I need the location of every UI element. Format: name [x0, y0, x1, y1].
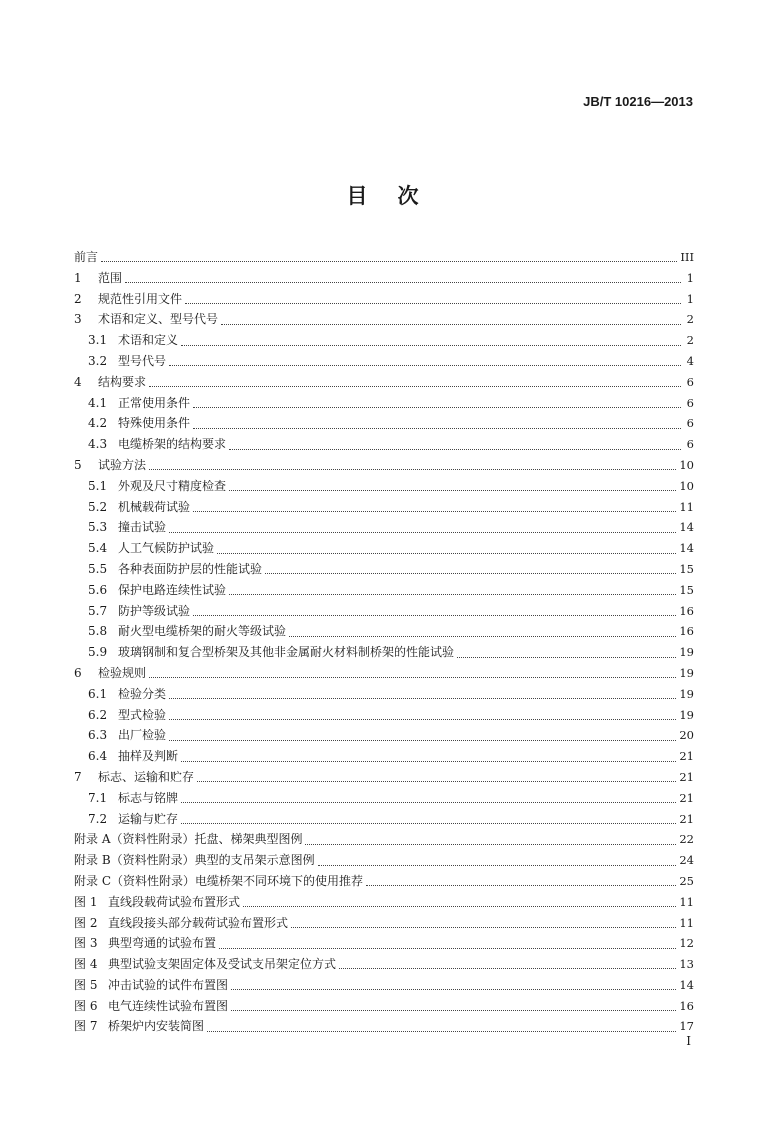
table-of-contents: [74, 247, 694, 1037]
toc-entry-title: 运输与贮存: [118, 811, 179, 826]
toc-entry-page: 19: [679, 645, 694, 660]
toc-dot-leader: [181, 822, 676, 824]
toc-dot-leader: [231, 1009, 676, 1011]
toc-dot-leader: [169, 718, 676, 720]
toc-dot-leader: [193, 614, 676, 616]
toc-entry[interactable]: [74, 330, 694, 351]
toc-entry-page: 11: [679, 915, 694, 930]
toc-entry-page: 14: [679, 977, 694, 992]
toc-entry-title: 出厂检验: [118, 728, 167, 743]
toc-dot-leader: [193, 406, 681, 408]
toc-dot-leader: [231, 988, 676, 990]
toc-entry-page: 20: [679, 728, 694, 743]
toc-entry-number: 4.2: [88, 416, 108, 431]
toc-entry[interactable]: [74, 393, 694, 414]
toc-entry-page: 11: [679, 894, 694, 909]
toc-entry-number: 4: [74, 374, 82, 389]
toc-dot-leader: [169, 739, 676, 741]
toc-entry-number: 图 1: [74, 894, 98, 909]
toc-entry-page: 6: [686, 374, 694, 389]
toc-entry-page: 17: [679, 1019, 694, 1034]
toc-entry-title: 耐火型电缆桥架的耐火等级试验: [118, 624, 287, 639]
toc-dot-leader: [366, 884, 676, 886]
toc-entry-page: 14: [679, 520, 694, 535]
toc-dot-leader: [181, 801, 676, 803]
toc-entry-title: 结构要求: [98, 374, 147, 389]
toc-entry-number: 3: [74, 312, 82, 327]
toc-entry-title: 检验规则: [98, 665, 147, 680]
toc-entry[interactable]: [74, 684, 694, 705]
toc-dot-leader: [229, 489, 676, 491]
toc-entry-title: 典型试验支架固定体及受试支吊架定位方式: [108, 957, 337, 972]
toc-entry-title: 术语和定义: [118, 333, 179, 348]
toc-entry[interactable]: [74, 601, 694, 622]
toc-entry-title: 标志与铭牌: [118, 790, 179, 805]
toc-entry[interactable]: [74, 913, 694, 934]
toc-dot-leader: [289, 635, 676, 637]
toc-entry-page: 11: [679, 499, 694, 514]
toc-entry[interactable]: [74, 871, 694, 892]
toc-entry[interactable]: [74, 767, 694, 788]
toc-entry[interactable]: [74, 497, 694, 518]
toc-entry-number: 5.6: [88, 582, 108, 597]
toc-dot-leader: [229, 593, 676, 595]
toc-entry[interactable]: [74, 559, 694, 580]
toc-entry-page: 21: [679, 769, 694, 784]
toc-entry[interactable]: [74, 580, 694, 601]
toc-entry-title: 外观及尺寸精度检查: [118, 478, 227, 493]
toc-dot-leader: [181, 760, 676, 762]
toc-entry[interactable]: [74, 309, 694, 330]
toc-entry[interactable]: [74, 621, 694, 642]
toc-entry[interactable]: [74, 372, 694, 393]
toc-entry-title: 范围: [98, 270, 123, 285]
toc-entry-page: 12: [679, 936, 694, 951]
toc-entry-title: 抽样及判断: [118, 749, 179, 764]
toc-entry[interactable]: [74, 788, 694, 809]
toc-dot-leader: [149, 385, 681, 387]
toc-entry-number: 5.5: [88, 561, 108, 576]
toc-entry-title: 人工气候防护试验: [118, 541, 215, 556]
toc-dot-leader: [193, 427, 681, 429]
toc-dot-leader: [169, 531, 676, 533]
toc-entry-page: 13: [679, 957, 694, 972]
toc-entry-page: 16: [679, 624, 694, 639]
toc-entry-number: 5.7: [88, 603, 108, 618]
toc-entry-page: 4: [686, 353, 694, 368]
toc-entry-page: 10: [679, 457, 694, 472]
toc-entry-page: 15: [679, 561, 694, 576]
toc-dot-leader: [217, 552, 676, 554]
toc-entry-page: 2: [686, 312, 694, 327]
toc-entry-page: 16: [679, 998, 694, 1013]
toc-entry-page: 6: [686, 416, 694, 431]
toc-entry-number: 6.1: [88, 686, 108, 701]
standard-code: JB/T 10216—2013: [583, 94, 693, 109]
toc-dot-leader: [219, 947, 676, 949]
toc-entry[interactable]: [74, 892, 694, 913]
toc-entry-number: 6.2: [88, 707, 108, 722]
toc-entry-number: 5.9: [88, 645, 108, 660]
toc-entry-number: 5: [74, 457, 82, 472]
toc-entry-number: 1: [74, 270, 82, 285]
toc-entry-page: 21: [679, 790, 694, 805]
toc-entry-title: 直线段接头部分载荷试验布置形式: [108, 915, 289, 930]
toc-entry-page: 19: [679, 707, 694, 722]
toc-entry-title: 冲击试验的试件布置图: [108, 977, 229, 992]
toc-dot-leader: [221, 323, 681, 325]
toc-entry-title: 电缆桥架的结构要求: [118, 437, 227, 452]
toc-entry-page: 6: [686, 437, 694, 452]
toc-entry-number: 2: [74, 291, 82, 306]
toc-entry-page: 15: [679, 582, 694, 597]
toc-dot-leader: [457, 656, 676, 658]
toc-dot-leader: [149, 676, 676, 678]
toc-entry-title: 典型弯通的试验布置: [108, 936, 217, 951]
toc-entry-title: 附录 B（资料性附录）典型的支吊架示意图例: [74, 853, 315, 868]
toc-entry-title: 检验分类: [118, 686, 167, 701]
toc-entry[interactable]: [74, 434, 694, 455]
toc-dot-leader: [339, 967, 676, 969]
toc-entry[interactable]: [74, 289, 694, 310]
toc-entry[interactable]: [74, 725, 694, 746]
toc-entry-page: 22: [679, 832, 694, 847]
toc-dot-leader: [305, 843, 676, 845]
toc-dot-leader: [169, 364, 681, 366]
toc-entry-title: 保护电路连续性试验: [118, 582, 227, 597]
toc-entry-number: 5.3: [88, 520, 108, 535]
toc-entry-page: 21: [679, 749, 694, 764]
toc-entry-title: 电气连续性试验布置图: [108, 998, 229, 1013]
toc-dot-leader: [101, 260, 677, 262]
toc-entry-title: 桥架炉内安装简图: [108, 1019, 205, 1034]
toc-entry[interactable]: [74, 476, 694, 497]
toc-entry[interactable]: [74, 933, 694, 954]
toc-entry-title: 防护等级试验: [118, 603, 191, 618]
toc-entry-page: 25: [679, 873, 694, 888]
toc-entry-number: 3.2: [88, 353, 108, 368]
toc-entry[interactable]: [74, 975, 694, 996]
toc-entry-page: 19: [679, 665, 694, 680]
toc-entry-title: 标志、运输和贮存: [98, 769, 195, 784]
toc-entry-title: 正常使用条件: [118, 395, 191, 410]
toc-entry-number: 图 7: [74, 1019, 98, 1034]
toc-entry-page: 2: [686, 333, 694, 348]
toc-dot-leader: [265, 572, 676, 574]
toc-entry[interactable]: [74, 829, 694, 850]
toc-entry-title: 型式检验: [118, 707, 167, 722]
toc-dot-leader: [207, 1030, 676, 1032]
toc-entry-page: 24: [679, 853, 694, 868]
toc-entry-number: 7.2: [88, 811, 108, 826]
toc-entry[interactable]: [74, 850, 694, 871]
toc-entry-title: 各种表面防护层的性能试验: [118, 561, 263, 576]
toc-entry-number: 图 6: [74, 998, 98, 1013]
toc-entry-page: 1: [686, 270, 694, 285]
toc-entry-number: 5.2: [88, 499, 108, 514]
toc-entry-title: 机械载荷试验: [118, 499, 191, 514]
toc-dot-leader: [169, 697, 676, 699]
toc-entry[interactable]: [74, 705, 694, 726]
toc-entry-page: 6: [686, 395, 694, 410]
toc-entry-page: 16: [679, 603, 694, 618]
toc-entry[interactable]: [74, 1016, 694, 1037]
toc-entry-number: 5.1: [88, 478, 108, 493]
toc-entry-page: III: [680, 250, 694, 264]
toc-entry-title: 试验方法: [98, 457, 147, 472]
toc-entry[interactable]: [74, 268, 694, 289]
toc-entry-page: 14: [679, 541, 694, 556]
toc-dot-leader: [229, 448, 681, 450]
toc-entry-number: 6: [74, 665, 82, 680]
toc-entry-number: 5.4: [88, 541, 108, 556]
toc-entry-number: 4.3: [88, 437, 108, 452]
toc-entry-title: 直线段载荷试验布置形式: [108, 894, 241, 909]
toc-entry-number: 图 3: [74, 936, 98, 951]
toc-entry-number: 7: [74, 769, 82, 784]
toc-dot-leader: [193, 510, 676, 512]
toc-dot-leader: [125, 281, 681, 283]
toc-entry-title: 规范性引用文件: [98, 291, 183, 306]
toc-entry-title: 附录 C（资料性附录）电缆桥架不同环境下的使用推荐: [74, 873, 363, 888]
toc-entry-title: 撞击试验: [118, 520, 167, 535]
toc-entry[interactable]: [74, 538, 694, 559]
toc-entry-title: 前言: [74, 250, 99, 264]
toc-entry-number: 图 5: [74, 977, 98, 992]
toc-entry-number: 图 2: [74, 915, 98, 930]
toc-entry-number: 6.4: [88, 749, 108, 764]
toc-entry[interactable]: [74, 247, 694, 268]
toc-entry[interactable]: [74, 809, 694, 830]
page-title: 目次: [346, 183, 449, 208]
toc-entry[interactable]: [74, 996, 694, 1017]
toc-entry-title: 玻璃钢制和复合型桥架及其他非金属耐火材料制桥架的性能试验: [118, 645, 455, 660]
toc-entry-number: 5.8: [88, 624, 108, 639]
page-number: I: [686, 1034, 691, 1048]
toc-dot-leader: [181, 344, 681, 346]
toc-entry[interactable]: [74, 351, 694, 372]
toc-entry-number: 7.1: [88, 790, 108, 805]
toc-entry-title: 型号代号: [118, 353, 167, 368]
toc-entry[interactable]: [74, 455, 694, 476]
toc-entry[interactable]: [74, 663, 694, 684]
toc-entry-page: 10: [679, 478, 694, 493]
toc-entry-number: 6.3: [88, 728, 108, 743]
toc-entry-page: 21: [679, 811, 694, 826]
toc-entry-number: 图 4: [74, 957, 98, 972]
toc-dot-leader: [197, 780, 676, 782]
toc-entry-number: 3.1: [88, 333, 108, 348]
toc-entry[interactable]: [74, 954, 694, 975]
toc-entry-title: 特殊使用条件: [118, 416, 191, 431]
toc-entry-title: 附录 A（资料性附录）托盘、梯架典型图例: [74, 832, 303, 847]
toc-dot-leader: [149, 468, 676, 470]
toc-entry[interactable]: [74, 746, 694, 767]
toc-entry-title: 术语和定义、型号代号: [98, 312, 219, 327]
toc-dot-leader: [291, 926, 676, 928]
toc-entry-page: 1: [686, 291, 694, 306]
toc-entry[interactable]: [74, 413, 694, 434]
toc-entry[interactable]: [74, 517, 694, 538]
toc-entry-number: 4.1: [88, 395, 108, 410]
toc-dot-leader: [318, 864, 677, 866]
toc-dot-leader: [243, 905, 676, 907]
toc-entry-page: 19: [679, 686, 694, 701]
toc-dot-leader: [185, 302, 681, 304]
toc-entry[interactable]: [74, 642, 694, 663]
